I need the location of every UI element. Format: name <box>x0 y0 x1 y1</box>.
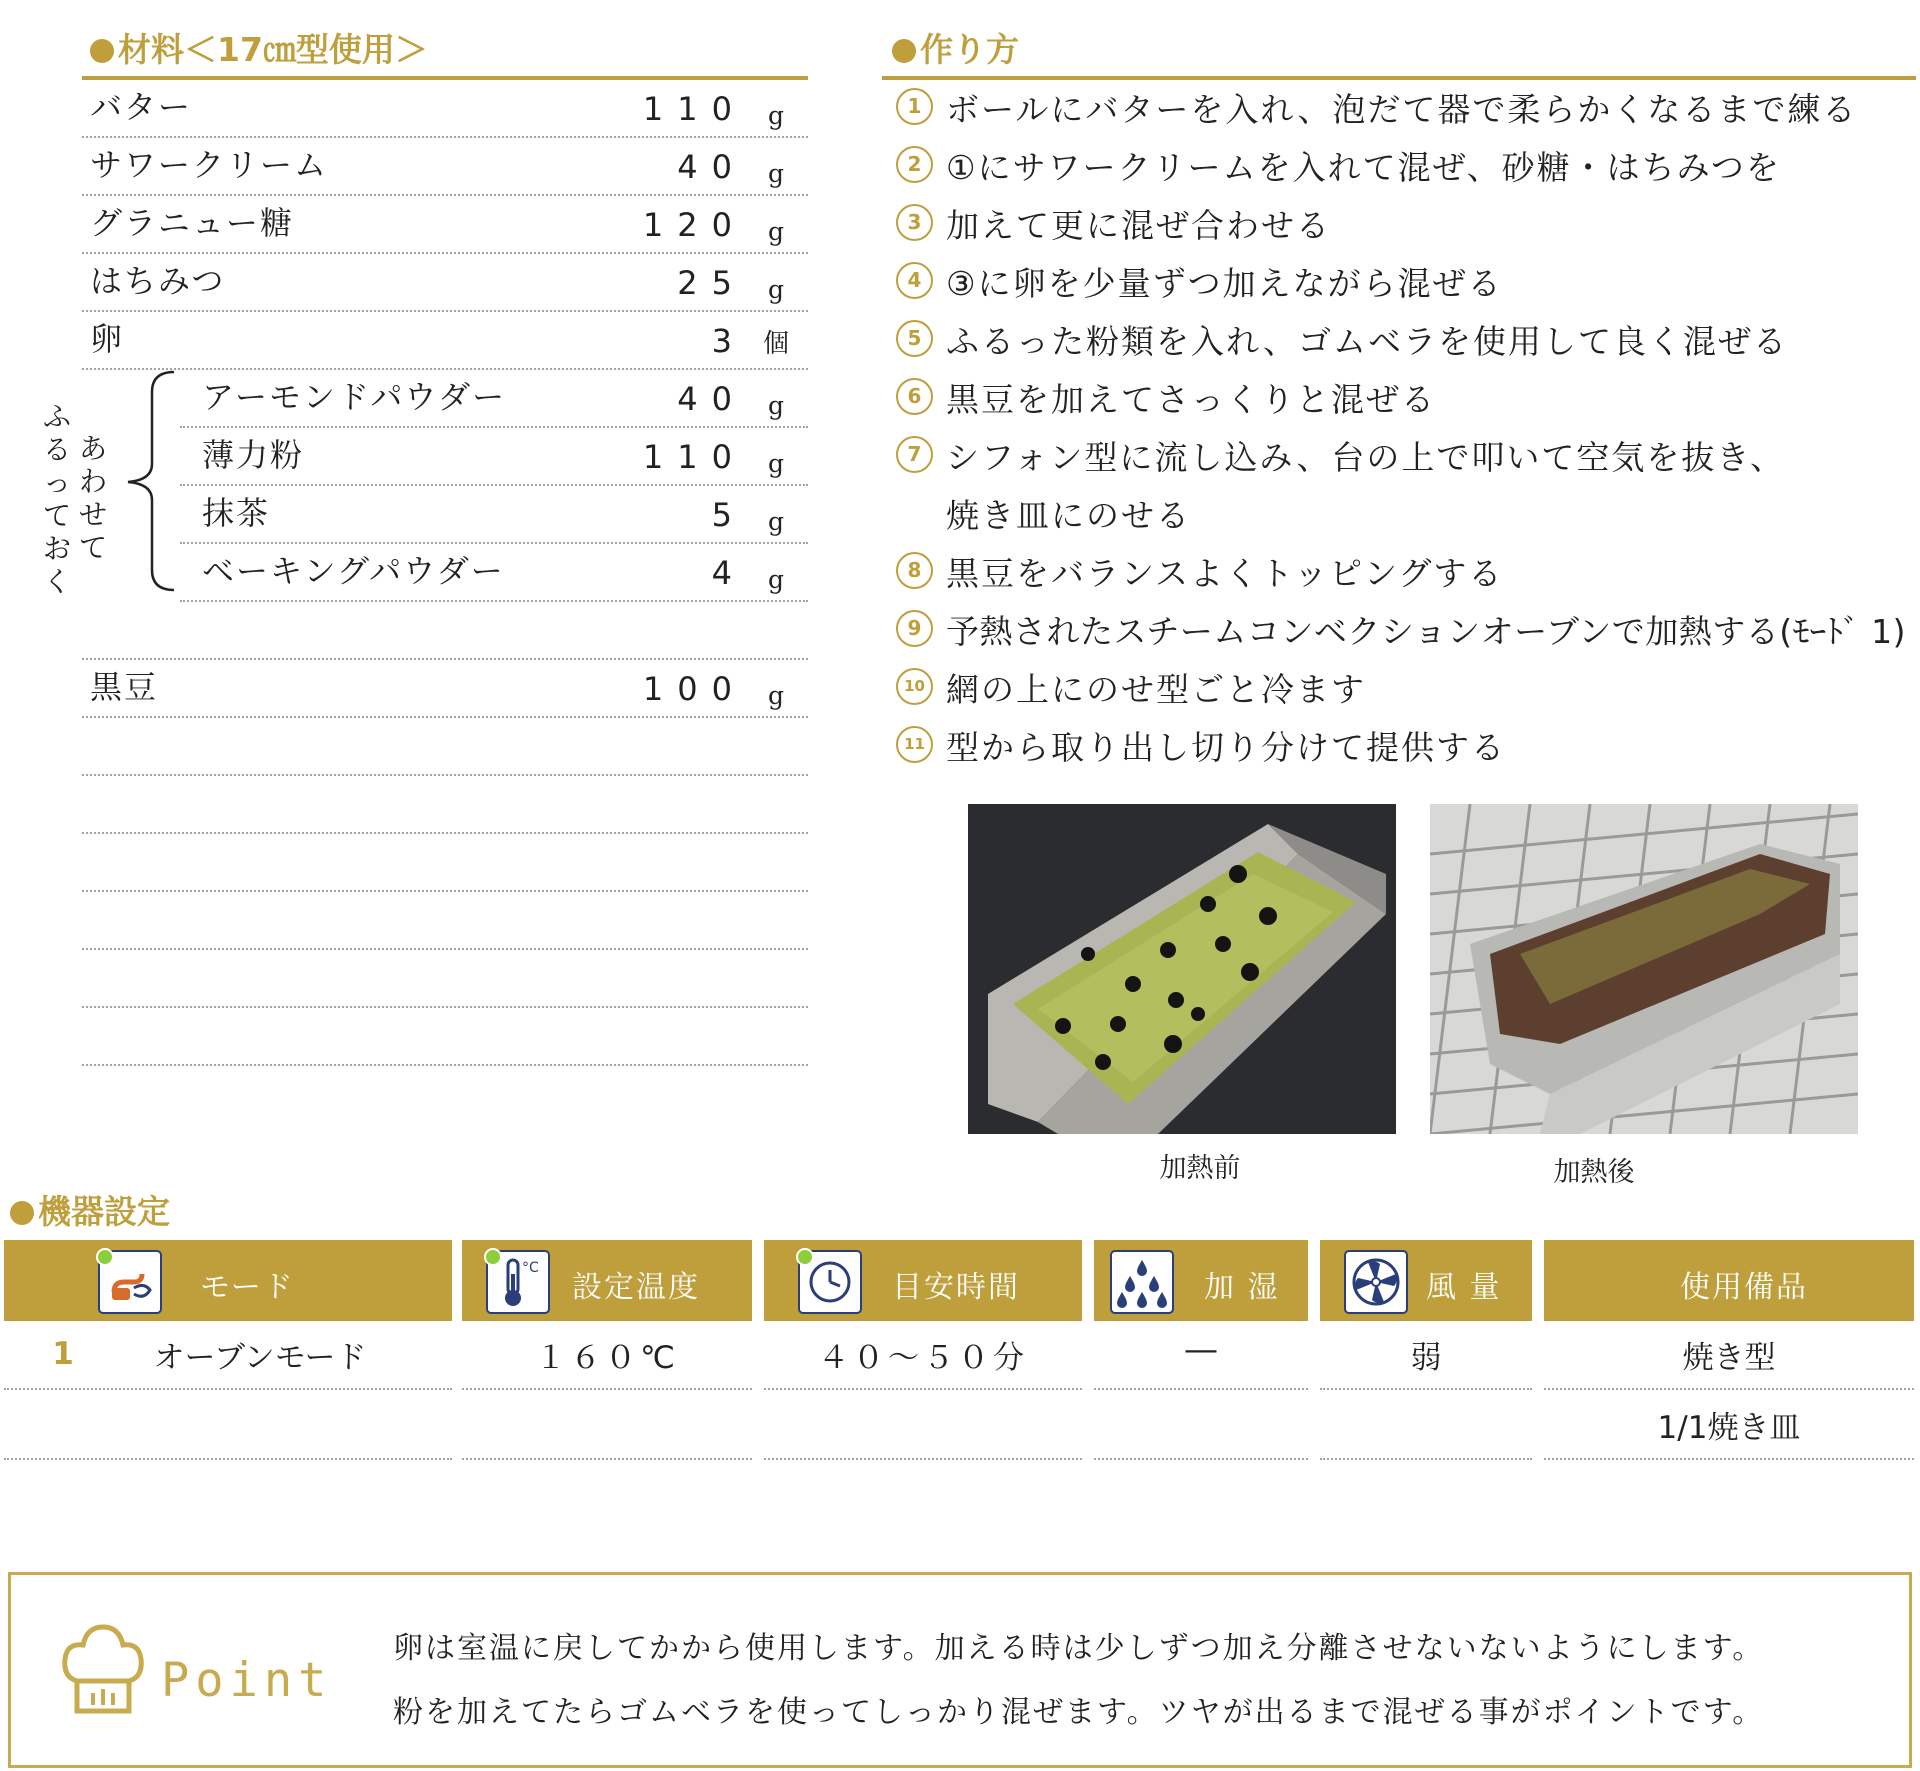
equipment-heading: 機器設定 <box>10 1192 170 1232</box>
ingredient-row: 抹茶 5 g <box>180 486 808 544</box>
thermometer-icon <box>486 1250 550 1314</box>
sift-note: ふるっておく <box>42 400 71 598</box>
ingredient-row: 薄力粉 110 g <box>180 428 808 486</box>
ingredient-row: ベーキングパウダー 4 g <box>180 544 808 602</box>
ingredient-row-empty <box>82 718 808 776</box>
row-divider <box>1544 1458 1914 1460</box>
row-divider <box>1094 1458 1308 1460</box>
ingredient-row: バター 110 g <box>82 80 808 138</box>
bullet-dot <box>10 1201 34 1225</box>
item-value: 1/1焼き皿 <box>1657 1410 1801 1446</box>
point-text-line: 粉を加えてたらゴムベラを使ってしっかり混ぜます。ツヤが出るまで混ぜる事がポイントです。 <box>393 1695 1765 1730</box>
row-divider <box>4 1388 452 1390</box>
method-heading-rule <box>882 76 1916 80</box>
item-value: 焼き型 <box>1682 1340 1776 1376</box>
water-drops-icon <box>1110 1250 1174 1314</box>
point-text-line: 卵は室温に戻してかから使用します。加える時は少しずつ加え分離させないないようにします。 <box>393 1631 1765 1666</box>
caption-before: 加熱前 <box>1159 1153 1241 1184</box>
humidity-value: ― <box>1185 1332 1217 1368</box>
clock-icon <box>798 1250 862 1314</box>
header-mode: モード <box>4 1240 452 1321</box>
ingredient-row: アーモンドパウダー 40 g <box>180 370 808 428</box>
header-fan: 風 量 <box>1320 1240 1532 1321</box>
header-humidity: 加 湿 <box>1094 1240 1308 1321</box>
time-value: ４０～５０分 <box>818 1340 1028 1376</box>
row-divider <box>4 1458 452 1460</box>
ingredient-row-empty <box>82 776 808 834</box>
ingredient-row: はちみつ 25 g <box>82 254 808 312</box>
ingredient-row-empty <box>82 950 808 1008</box>
bullet-dot <box>892 39 916 63</box>
caption-after: 加熱後 <box>1553 1157 1635 1188</box>
group-bracket <box>122 368 182 594</box>
bullet-dot <box>90 39 114 63</box>
photo-before-baking <box>968 804 1396 1134</box>
ingredients-heading: 材料＜17㎝型使用＞ <box>90 30 428 70</box>
row-divider <box>1320 1388 1532 1390</box>
method-heading: 作り方 <box>892 30 1019 70</box>
ingredient-row-empty <box>82 834 808 892</box>
header-time: 目安時間 <box>764 1240 1082 1321</box>
row-divider <box>1320 1458 1532 1460</box>
point-box <box>8 1572 1912 1768</box>
row-divider <box>1544 1388 1914 1390</box>
fan-value: 弱 <box>1410 1340 1442 1376</box>
header-items: 使用備品 <box>1544 1240 1914 1321</box>
temperature-value: １６０℃ <box>535 1340 679 1376</box>
ingredient-row: 黒豆 100 g <box>82 660 808 718</box>
row-divider <box>1094 1388 1308 1390</box>
ingredient-row-empty <box>82 892 808 950</box>
ingredient-row: 卵 3 個 <box>82 312 808 370</box>
row-divider <box>462 1458 752 1460</box>
steam-mode-icon <box>98 1250 162 1314</box>
point-label: Point <box>161 1653 333 1708</box>
header-temperature: °C 設定温度 <box>462 1240 752 1321</box>
ingredient-row: グラニュー糖 120 g <box>82 196 808 254</box>
combine-note: あわせて <box>78 432 107 564</box>
ingredient-row: サワークリーム 40 g <box>82 138 808 196</box>
row-divider <box>462 1388 752 1390</box>
chef-hat-icon <box>61 1621 145 1719</box>
row-index: 1 <box>52 1336 74 1372</box>
ingredient-row-empty <box>82 602 808 660</box>
row-divider <box>764 1458 1082 1460</box>
photo-after-baking <box>1430 804 1858 1134</box>
fan-icon <box>1344 1250 1408 1314</box>
svg-text:°C: °C <box>522 1260 539 1276</box>
mode-value: オーブンモード <box>153 1340 367 1376</box>
ingredient-row-empty <box>82 1008 808 1066</box>
row-divider <box>764 1388 1082 1390</box>
